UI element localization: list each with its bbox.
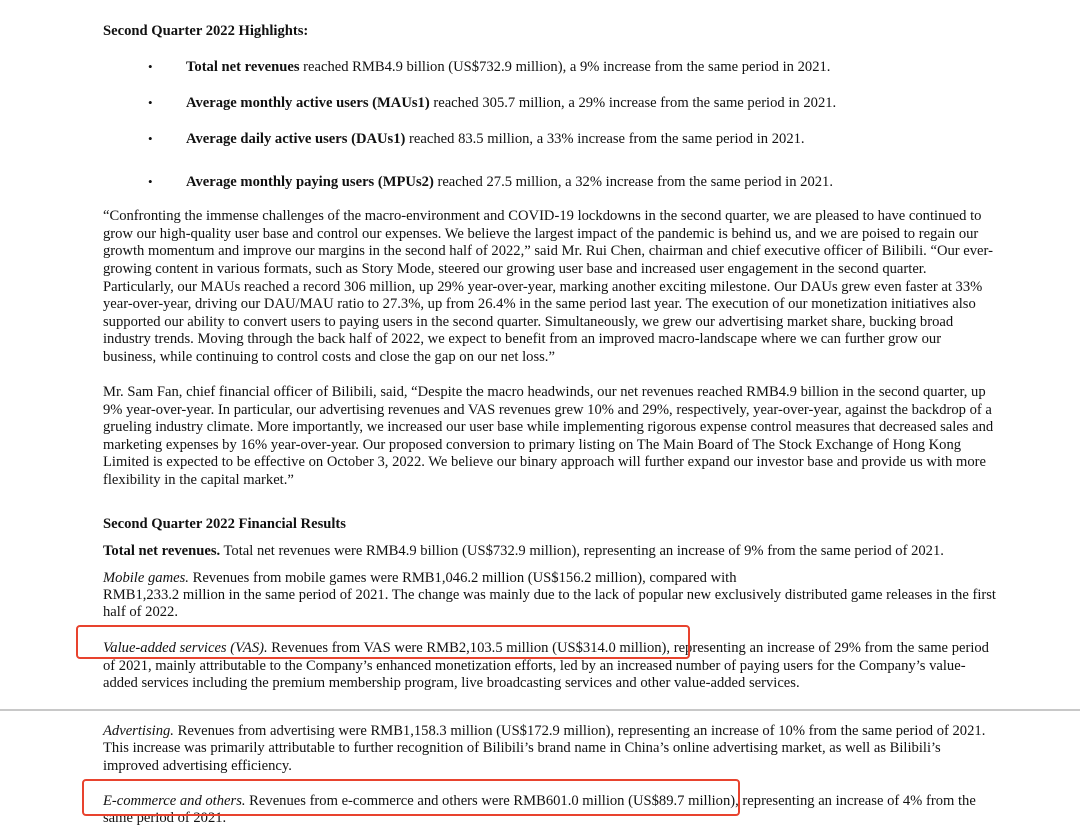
text-segment: reached 83.5 million, a 33% increase from the same period in 2021. — [405, 131, 805, 147]
text-segment: Average monthly active users (MAUs1) — [186, 95, 430, 111]
bullet-daus-line — [186, 130, 805, 148]
text-segment: RMB1,233.2 million in the same period of 2021. The change was mainly due to the lack of popular new exclusively distributed game releases in the first — [103, 587, 996, 603]
text-segment: Second Quarter 2022 Financial Results — [103, 516, 346, 532]
text-segment: reached 27.5 million, a 32% increase from the same period in 2021. — [433, 174, 833, 190]
text-segment: grow our high-quality user base and control our expenses. We believe the largest impact of the pandemic is behind us, and we are poised to regain our — [103, 226, 979, 242]
vas-paragraph-line — [103, 657, 966, 675]
text-segment: business, while continuing to control costs and close the gap on our net loss.” — [103, 349, 555, 365]
vas-paragraph-line — [103, 674, 800, 692]
ceo-quote-paragraph-line — [103, 260, 927, 278]
text-segment: reached 305.7 million, a 29% increase from the same period in 2021. — [429, 95, 837, 111]
text-segment: of 2021, mainly attributable to the Company’s enhanced monetization efforts, led by an increased number of paying users for the Company’s value- — [103, 658, 966, 674]
financial-results-heading-line — [103, 515, 346, 533]
text-segment: This increase was primarily attributable to further recognition of Bilibili’s brand name in China’s online advertising market, as well as Bilibili’s — [103, 740, 941, 756]
highlights-heading-line — [103, 22, 308, 40]
text-segment: supported our ability to convert users to paying users in the second quarter. Simultaneously, we grew our advertising market share, bucking broad — [103, 314, 954, 330]
text-segment: Second Quarter 2022 Highlights: — [103, 23, 309, 39]
mobile-games-paragraph-line — [103, 569, 737, 587]
text-segment: flexibility in the capital market.” — [103, 472, 294, 488]
page-divider — [0, 709, 1080, 711]
ceo-quote-paragraph-line — [103, 207, 981, 225]
cfo-quote-paragraph-line — [103, 383, 986, 401]
ceo-quote-paragraph-line — [103, 225, 978, 243]
text-segment: half of 2022. — [103, 604, 178, 620]
cfo-quote-paragraph-line — [103, 471, 294, 489]
text-segment: Average daily active users (DAUs1) — [186, 131, 406, 147]
ceo-quote-paragraph-line — [103, 278, 982, 296]
advertising-paragraph-line — [103, 757, 292, 775]
total-net-revenues-paragraph-line — [103, 542, 944, 560]
text-segment: improved advertising efficiency. — [103, 758, 292, 774]
bullet-icon: • — [148, 131, 153, 146]
text-segment: same period of 2021. — [103, 810, 227, 826]
text-segment: marketing expenses by 16% year-over-year. Our proposed conversion to primary listing on The Main Board of The Stock Exchange of Hong Kong — [103, 437, 962, 453]
bullet-icon: • — [148, 174, 153, 189]
mobile-games-paragraph-line — [103, 603, 178, 621]
mobile-games-paragraph-line — [103, 586, 996, 604]
text-segment: E-commerce and others. — [103, 793, 246, 809]
text-segment: Revenues from mobile games were RMB1,046.2 million (US$156.2 million), compared with — [188, 570, 737, 586]
highlight-box-ecommerce — [82, 779, 740, 816]
advertising-paragraph-line — [103, 739, 941, 757]
ceo-quote-paragraph-line — [103, 330, 941, 348]
text-segment: added services including the premium membership program, live broadcasting services and other value-added services. — [103, 675, 800, 691]
ceo-quote-paragraph-line — [103, 313, 953, 331]
text-segment: 9% year-over-year. In particular, our advertising revenues and VAS revenues grew 10% and 29%, respectively, year-over-year, against the backdrop of a — [103, 402, 992, 418]
text-segment: Total net revenues. — [103, 543, 221, 559]
text-segment: reached RMB4.9 billion (US$732.9 million), a 9% increase from the same period in 2021. — [299, 59, 831, 75]
text-segment: industry trends. Moving through the back half of 2022, we expect to benefit from an improved macro-landscape where we can further grow our — [103, 331, 942, 347]
text-segment: Revenues from VAS were RMB2,103.5 million (US$314.0 million), representing an increase of 29% from the same period — [267, 640, 989, 656]
text-segment: Total net revenues were RMB4.9 billion (US$732.9 million), representing an increase of 9% from the same period of 2021. — [220, 543, 944, 559]
text-segment: year-over-year, driving our DAU/MAU ratio to 27.3%, up from 26.4% in the same period last year. The execution of our monetization initiatives also — [103, 296, 976, 312]
ceo-quote-paragraph-line — [103, 242, 993, 260]
text-segment: “Confronting the immense challenges of the macro-environment and COVID-19 lockdowns in the second quarter, we are pleased to have continued to — [103, 208, 982, 224]
text-segment: Revenues from e-commerce and others were RMB601.0 million (US$89.7 million), representing an increase of 4% from the — [245, 793, 976, 809]
text-segment: Revenues from advertising were RMB1,158.3 million (US$172.9 million), representing an increase of 10% from the same period of 2021. — [173, 723, 986, 739]
cfo-quote-paragraph-line — [103, 436, 961, 454]
cfo-quote-paragraph-line — [103, 453, 986, 471]
text-segment: growth momentum and improve our margins in the second half of 2022,” said Mr. Rui Chen, chairman and chief executive officer of Bilibili. “Our ever- — [103, 243, 993, 259]
highlight-box-vas — [76, 625, 690, 659]
text-segment: grueling industry climate. More importantly, we increased our user base while implementing rigorous expense control measures that decreased sales and — [103, 419, 994, 435]
cfo-quote-paragraph-line — [103, 418, 993, 436]
text-segment: Average monthly paying users (MPUs2) — [186, 174, 434, 190]
text-segment: growing content in various formats, such as Story Mode, steered our growing user base and increased user engagement in the second quarter. — [103, 261, 927, 277]
text-segment: Mr. Sam Fan, chief financial officer of Bilibili, said, “Despite the macro headwinds, our net revenues reached RMB4.9 billion in the second quarter, up — [103, 384, 986, 400]
bullet-net-revenues-line — [186, 58, 830, 76]
text-segment: Value-added services (VAS). — [103, 640, 268, 656]
bullet-icon: • — [148, 59, 153, 74]
text-segment: Limited is expected to be effective on October 3, 2022. We believe our binary approach will further expand our investor base and provide us with more — [103, 454, 986, 470]
bullet-icon: • — [148, 95, 153, 110]
ceo-quote-paragraph-line — [103, 348, 555, 366]
text-segment: Mobile games. — [103, 570, 189, 586]
text-segment: Advertising. — [103, 723, 174, 739]
text-segment: Particularly, our MAUs reached a record 306 million, up 29% year-over-year, marking another exciting milestone. Our DAUs grew even faster at 33% — [103, 279, 983, 295]
bullet-maus-line — [186, 94, 836, 112]
bullet-mpus-line — [186, 173, 833, 191]
text-segment: Total net revenues — [186, 59, 300, 75]
advertising-paragraph-line — [103, 722, 985, 740]
ceo-quote-paragraph-line — [103, 295, 976, 313]
cfo-quote-paragraph-line — [103, 401, 992, 419]
